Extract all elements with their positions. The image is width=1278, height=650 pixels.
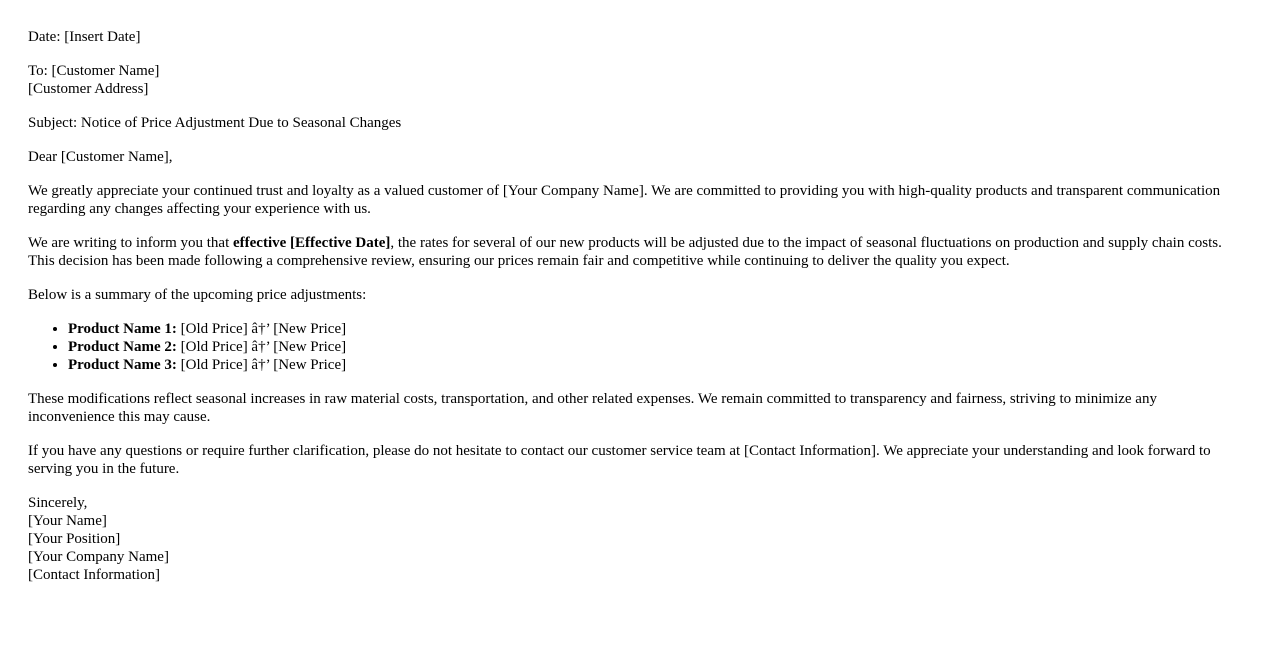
notice-text-before: We are writing to inform you that (28, 235, 233, 251)
recipient-address: [Customer Address] (28, 81, 149, 97)
notice-paragraph (28, 234, 1243, 270)
notice-text-after: , the rates for several of our new products will be adjusted due to the impact of seasonal fluctuations on production and supply chain costs. This decision has been made following a comprehensive review, ensuring our prices remain fair and competitive while continuing to deliver the quality you expect. (28, 235, 1222, 269)
summary-intro: Below is a summary of the upcoming price adjustments: (28, 287, 367, 303)
date-line: Date: [Insert Date] (28, 29, 141, 45)
recipient-block (28, 62, 1243, 98)
price-change: [Old Price] â†’ [New Price] (176, 339, 347, 355)
sender-company: [Your Company Name] (28, 549, 169, 565)
sender-position: [Your Position] (28, 531, 121, 547)
price-change: [Old Price] â†’ [New Price] (176, 357, 347, 373)
signature-block (28, 494, 1243, 584)
product-name: Product Name 2: (68, 339, 177, 355)
list-item (68, 320, 1243, 338)
subject-line: Subject: Notice of Price Adjustment Due to Seasonal Changes (28, 115, 402, 131)
product-name: Product Name 3: (68, 357, 177, 373)
intro-paragraph: We greatly appreciate your continued trust and loyalty as a valued customer of [Your Company Name]. We are committed to providing you with high-quality products and transparent communication regarding any changes affecting your experience with us. (28, 183, 1221, 217)
list-item (68, 338, 1243, 356)
contact-paragraph: If you have any questions or require further clarification, please do not hesitate to contact our customer service team at [Contact Information]. We appreciate your understanding and look forward to serving you in the future. (28, 443, 1211, 477)
recipient-name: To: [Customer Name] (28, 63, 160, 79)
price-change: [Old Price] â†’ [New Price] (176, 321, 347, 337)
sender-contact: [Contact Information] (28, 567, 161, 583)
signoff: Sincerely, (28, 495, 88, 511)
sender-name: [Your Name] (28, 513, 107, 529)
effective-date: effective [Effective Date] (233, 235, 391, 251)
product-name: Product Name 1: (68, 321, 177, 337)
list-item (68, 356, 1243, 374)
reason-paragraph: These modifications reflect seasonal increases in raw material costs, transportation, and other related expenses. We remain committed to transparency and fairness, striving to minimize any inconvenience this may cause. (28, 391, 1157, 425)
price-adjustment-list (28, 320, 1243, 374)
letter-body (28, 28, 1243, 600)
salutation: Dear [Customer Name], (28, 149, 173, 165)
